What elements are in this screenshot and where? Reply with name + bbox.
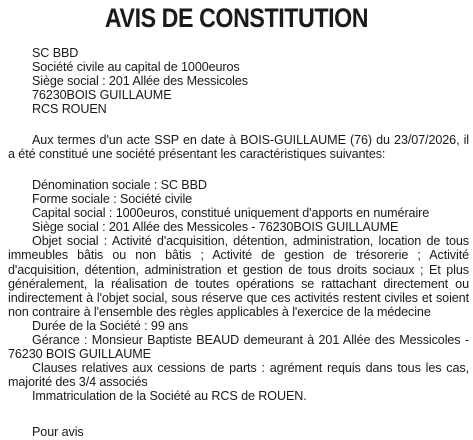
detail-objet: Objet social : Activité d'acquisition, détention, administration, location de tous immeubles bâtis ou non bâtis ; Activité de gestion de trésorerie ; Activité d'acquisition, détention, administration et gestion de tous droits sociaux ; Et plus généralement, la réalisation de toutes opérations se rattachant directement ou indirectement à l'objet social, sous réserve que ces activités restent civiles et soient non contraire à l'ensemble des règles applicables à l'exercice de la médecine (8, 234, 469, 319)
detail-capital: Capital social : 1000euros, constitué uniquement d'apports en numéraire (32, 206, 430, 221)
detail-denomination: Dénomination sociale : SC BBD (32, 178, 207, 192)
company-details (8, 178, 469, 404)
company-form-capital: Société civile au capital de 1000euros (32, 60, 240, 75)
company-name: SC BBD (32, 46, 79, 60)
detail-forme: Forme sociale : Société civile (32, 192, 193, 207)
detail-duree: Durée de la Société : 99 ans (32, 318, 189, 333)
detail-immatriculation: Immatriculation de la Société au RCS de ROUEN. (32, 389, 307, 404)
company-header (32, 46, 473, 116)
intro-paragraph: Aux termes d'un acte SSP en date à BOIS-GUILLAUME (76) du 23/07/2026, il a été constitué une société présentant les caractéristiques suivantes: (8, 133, 469, 162)
closing-line: Pour avis (32, 425, 84, 439)
notice-title: AVIS DE CONSTITUTION (104, 3, 369, 33)
detail-siege: Siège social : 201 Allée des Messicoles - 76230BOIS GUILLAUME (32, 220, 399, 235)
company-address: Siège social : 201 Allée des Messicoles (32, 74, 248, 89)
detail-gerance: Gérance : Monsieur Baptiste BEAUD demeurant à 201 Allée des Messicoles - 76230 BOIS GUILLAUME (8, 333, 469, 362)
detail-clauses: Clauses relatives aux cessions de parts : agrément requis dans tous les cas, majorité des 3/4 associés (8, 361, 469, 390)
company-city: 76230BOIS GUILLAUME (32, 88, 172, 103)
company-rcs: RCS ROUEN (32, 102, 107, 117)
